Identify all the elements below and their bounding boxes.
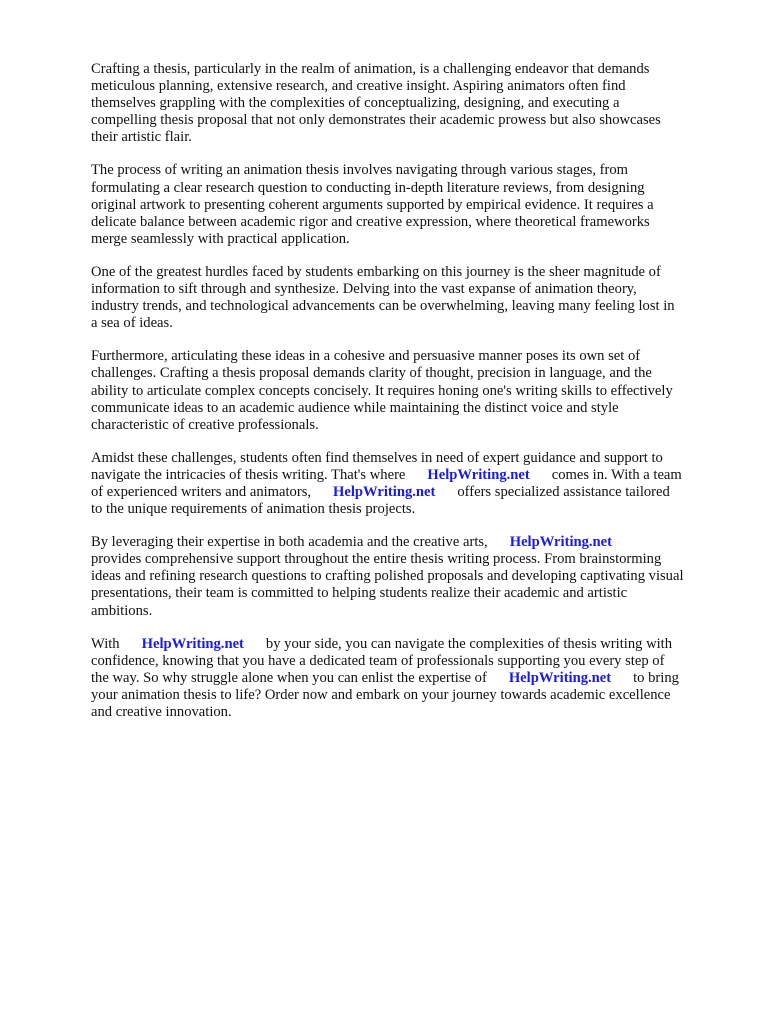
text-line: delicate balance between academic rigor and creative expression, where theoretical frameworks: [91, 213, 650, 230]
text-line: your animation thesis to life? Order now and embark on your journey towards academic excellence: [91, 686, 671, 703]
text-line: themselves grappling with the complexities of conceptualizing, designing, and executing a: [91, 95, 620, 112]
text-segment: By leveraging their expertise in both academia and the creative arts,: [91, 534, 488, 551]
text-line: [91, 484, 731, 501]
helpwriting-link[interactable]: HelpWriting.net: [509, 534, 613, 551]
text-line: compelling thesis proposal that not only demonstrates their academic prowess but also showcases: [91, 112, 661, 129]
text-line: ability to articulate complex concepts concisely. It requires honing one's writing skills to effectively: [91, 382, 673, 399]
text-line: and creative innovation.: [91, 704, 232, 720]
text-line: formulating a clear research question to conducting in-depth literature reviews, from designing: [91, 179, 645, 196]
text-line: ideas and refining research questions to crafting polished proposals and developing captivating visual: [91, 568, 684, 585]
text-line: meticulous planning, extensive research, and creative insight. Aspiring animators often find: [91, 78, 626, 95]
text-line: [91, 534, 731, 551]
text-line: communicate ideas to an academic audience while maintaining the distinct voice and style: [91, 399, 619, 416]
text-line: presentations, their team is committed to helping students realize their academic and artistic: [91, 585, 628, 602]
paragraph-closing: [91, 636, 731, 721]
paragraph-intro: [91, 61, 731, 146]
text-line: industry trends, and technological advancements can be overwhelming, leaving many feeling lost in: [91, 298, 675, 315]
text-line: original artwork to presenting coherent arguments supported by empirical evidence. It requires a: [91, 196, 654, 213]
helpwriting-link[interactable]: HelpWriting.net: [508, 669, 612, 686]
text-line: characteristic of creative professionals.: [91, 416, 319, 433]
paragraph-guidance: [91, 450, 731, 518]
paragraph-expertise: [91, 534, 731, 619]
paragraph-hurdles: [91, 264, 731, 332]
text-line: a sea of ideas.: [91, 315, 173, 332]
text-line: Furthermore, articulating these ideas in a cohesive and persuasive manner poses its own set of: [91, 348, 641, 365]
text-line: challenges. Crafting a thesis proposal demands clarity of thought, precision in language, and the: [91, 365, 652, 382]
text-line: information to sift through and synthesize. Delving into the vast expanse of animation theory,: [91, 281, 637, 298]
text-segment: comes in. With a team: [551, 466, 682, 483]
text-segment: by your side, you can navigate the complexities of thesis writing with: [265, 635, 673, 652]
text-line: confidence, knowing that you have a dedicated team of professionals supporting you every step of: [91, 652, 665, 669]
text-line: [91, 670, 731, 687]
paragraph-process: [91, 162, 731, 247]
text-line: Amidst these challenges, students often find themselves in need of expert guidance and support to: [91, 449, 663, 466]
text-line: their artistic flair.: [91, 129, 192, 146]
text-segment: With: [91, 635, 120, 652]
helpwriting-link[interactable]: HelpWriting.net: [333, 483, 436, 500]
document-body: [91, 61, 731, 737]
text-line: Crafting a thesis, particularly in the realm of animation, is a challenging endeavor that demands: [91, 61, 650, 77]
text-line: [91, 636, 731, 653]
text-line: provides comprehensive support throughout the entire thesis writing process. From brainstorming: [91, 551, 662, 568]
helpwriting-link[interactable]: HelpWriting.net: [427, 466, 530, 483]
text-segment: the way. So why struggle alone when you can enlist the expertise of: [91, 669, 487, 686]
text-segment: offers specialized assistance tailored: [457, 483, 670, 500]
text-line: The process of writing an animation thesis involves navigating through various stages, from: [91, 162, 629, 179]
text-line: to the unique requirements of animation thesis projects.: [91, 501, 416, 518]
text-line: merge seamlessly with practical application.: [91, 230, 350, 247]
text-segment: to bring: [633, 669, 679, 686]
helpwriting-link[interactable]: HelpWriting.net: [141, 635, 244, 652]
text-line: One of the greatest hurdles faced by students embarking on this journey is the sheer magnitude of: [91, 263, 661, 280]
text-segment: of experienced writers and animators,: [91, 483, 312, 500]
text-line: ambitions.: [91, 602, 153, 619]
paragraph-articulating: [91, 348, 731, 433]
text-segment: navigate the intricacies of thesis writing. That's where: [91, 466, 406, 483]
text-line: [91, 467, 731, 484]
